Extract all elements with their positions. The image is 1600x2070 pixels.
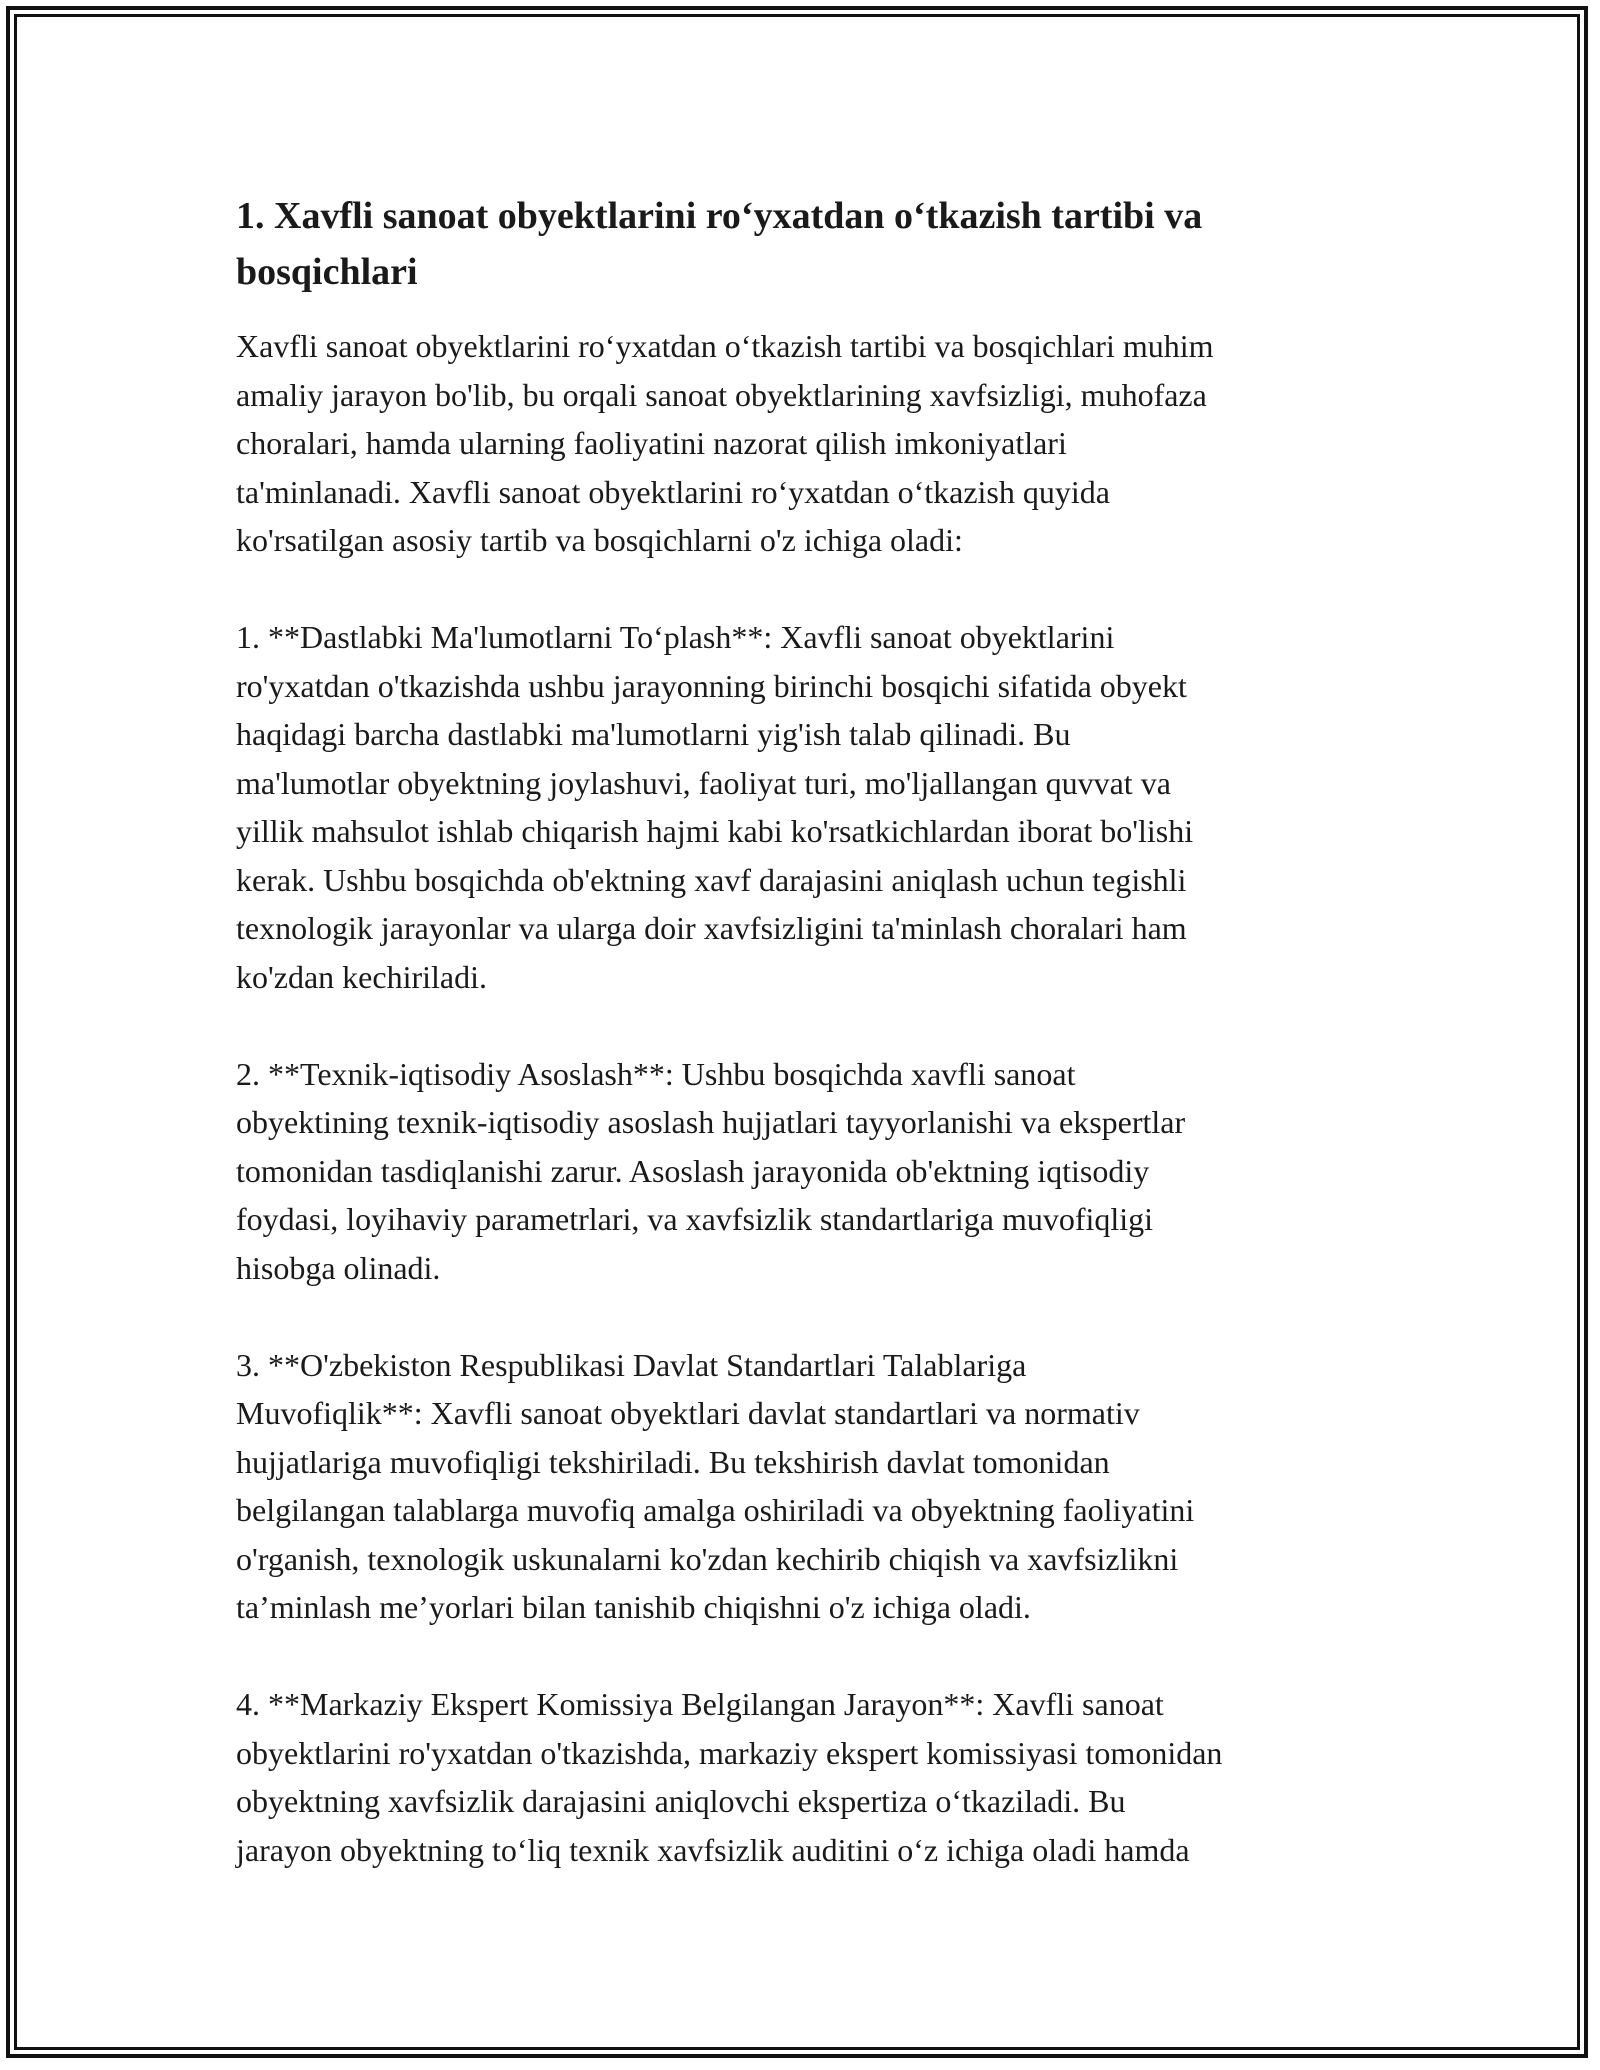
intro-paragraph: Xavfli sanoat obyektlarini ro‘yxatdan o‘tkazish tartibi va bosqichlari muhim amaliy jarayon bo'lib, bu orqali sanoat obyektlarining xavfsizligi, muhofaza choralari, hamda ularning faoliyatini nazorat qilish imkoniyatlari ta'minlanadi. Xavfli sanoat obyektlarini ro‘yxatdan o‘tkazish quyida ko'rsatilgan asosiy tartib va bosqichlarni o'z ichiga oladi: xyxy=(236,328,1214,558)
step-2-paragraph: 2. **Texnik-iqtisodiy Asoslash**: Ushbu bosqichda xavfli sanoat obyektining texnik-iqtisodiy asoslash hujjatlari tayyorlanishi va ekspertlar tomonidan tasdiqlanishi zarur. Asoslash jarayonida ob'ektning iqtisodiy foydasi, loyihaviy parametrlari, va xavfsizlik standartlariga muvofiqligi hisobga olinadi. xyxy=(236,1055,1186,1286)
step-4-paragraph: 4. **Markaziy Ekspert Komissiya Belgilangan Jarayon**: Xavfli sanoat obyektlarini ro'yxatdan o'tkazishda, markaziy ekspert komissiyasi tomonidan obyektning xavfsizlik darajasini aniqlovchi ekspertiza o‘tkaziladi. Bu jarayon obyektning to‘liq texnik xavfsizlik auditini o‘z ichiga oladi hamda xyxy=(236,1686,1223,1868)
step-3-paragraph: 3. **O'zbekiston Respublikasi Davlat Standartlari Talablariga Muvofiqlik**: Xavfli sanoat obyektlari davlat standartlari va normativ hujjatlariga muvofiqligi tekshiriladi. Bu tekshirish davlat tomonidan belgilangan talablarga muvofiq amalga oshiriladi va obyektning faoliyatini o'rganish, texnologik uskunalarni ko'zdan kechirib chiqish va xavfsizlikni ta’minlash me’yorlari bilan tanishib chiqishni o'z ichiga oladi. xyxy=(236,1346,1195,1625)
document-title: 1. Xavfli sanoat obyektlarini ro‘yxatdan o‘tkazish tartibi va bosqichlari xyxy=(236,195,1203,293)
step-1-paragraph: 1. **Dastlabki Ma'lumotlarni To‘plash**: Xavfli sanoat obyektlarini ro'yxatdan o'tkazishda ushbu jarayonning birinchi bosqichi sifatida obyekt haqidagi barcha dastlabki ma'lumotlarni yig'ish talab qilinadi. Bu ma'lumotlar obyektning joylashuvi, faoliyat turi, mo'ljallangan quvvat va yillik mahsulot ishlab chiqarish hajmi kabi ko'rsatkichlardan iborat bo'lishi kerak. Ushbu bosqichda ob'ektning xavf darajasini aniqlash uchun tegishli texnologik jarayonlar va ularga doir xavfsizligini ta'minlash choralari ham ko'zdan kechiriladi. xyxy=(236,619,1194,995)
document-body xyxy=(236,188,1396,1923)
